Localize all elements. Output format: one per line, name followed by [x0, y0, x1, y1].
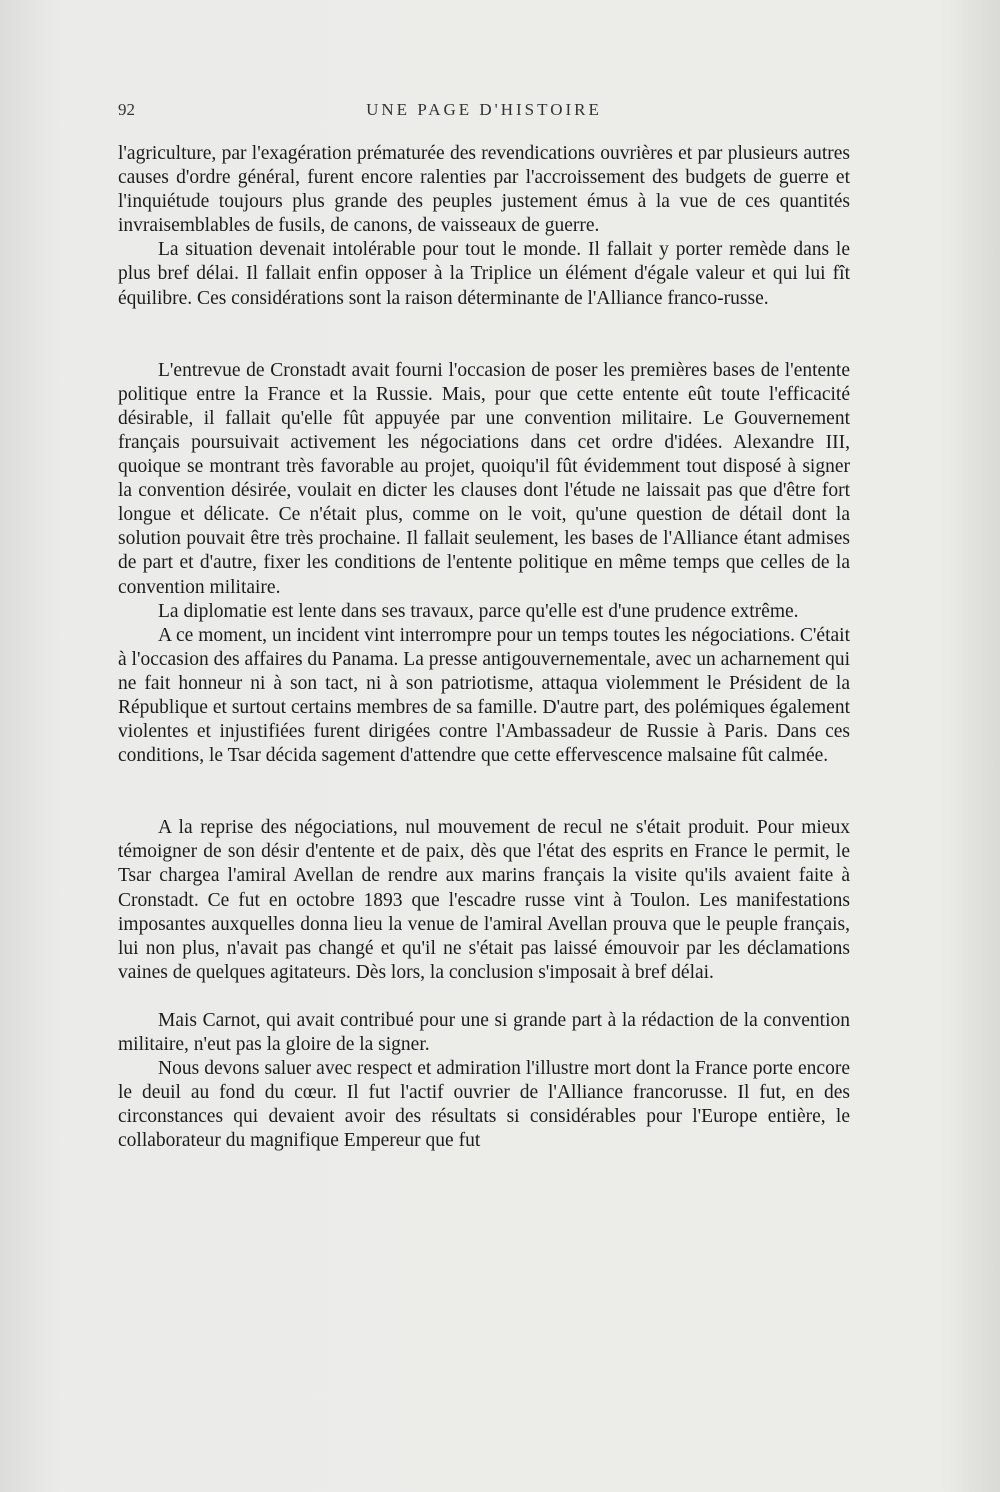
- body-text: [118, 142, 850, 1153]
- page-number: 92: [118, 100, 135, 119]
- section-break: [118, 985, 850, 1009]
- running-title: UNE PAGE D'HISTOIRE: [366, 100, 602, 119]
- paragraph: A la reprise des négociations, nul mouvement de recul ne s'était produit. Pour mieux témoigner de son désir d'entente et de paix, dès que l'état des esprits en France le permit, le Tsar chargea l'amiral Avellan de rendre aux marins français la visite qu'ils avaient faite à Cronstadt. Ce fut en octobre 1893 que l'escadre russe vint à Toulon. Les manifestations imposantes auxquelles donna lieu la venue de l'amiral Avellan prouva que le peuple français, lui non plus, n'avait pas changé et qu'il ne s'était pas laissé émouvoir par les déclamations vaines de quelques agitateurs. Dès lors, la conclusion s'imposait à bref délai.: [118, 817, 850, 983]
- section-break: [118, 311, 850, 359]
- page-header: [118, 100, 850, 130]
- paragraph: L'entrevue de Cronstadt avait fourni l'occasion de poser les premières bases de l'entente politique entre la France et la Russie. Mais, pour que cette entente eût toute l'efficacité désirable, il fallait qu'elle fût appuyée par une convention militaire. Le Gouvernement français poursuivait activement les négociations dans cet ordre d'idées. Alexandre III, quoique se montrant très favorable au projet, quoiqu'il fût évidemment tout disposé à signer la convention désirée, voulait en dicter les clauses dont l'étude ne laissait pas que d'être fort longue et délicate. Ce n'était plus, comme on le voit, qu'une question de détail dont la solution pouvait être très prochaine. Il fallait seulement, les bases de l'Alliance étant admises de part et d'autre, fixer les conditions de l'entente politique en même temps que celles de la convention militaire.: [118, 359, 850, 598]
- paragraph: La diplomatie est lente dans ses travaux, parce qu'elle est d'une prudence extrême.: [158, 600, 799, 622]
- paragraph: A ce moment, un incident vint interrompre pour un temps toutes les négociations. C'était à l'occasion des affaires du Panama. La presse antigouvernementale, avec un acharnement qui ne fait honneur ni à son tact, ni à son patriotisme, attaqua violemment le Président de la République et surtout certains membres de sa famille. D'autre part, des polémiques également violentes et injustifiées furent dirigées contre l'Ambassadeur de Russie à Paris. Dans ces conditions, le Tsar décida sagement d'attendre que cette effervescence malsaine fût calmée.: [118, 624, 850, 767]
- section-break: [118, 768, 850, 816]
- paragraph: Nous devons saluer avec respect et admiration l'illustre mort dont la France porte encore le deuil au fond du cœur. Il fut l'actif ouvrier de l'Alliance francorusse. Il fut, en des circonstances qui devaient avoir des résultats si considérables pour l'Europe entière, le collaborateur du magnifique Empereur que fut: [118, 1058, 850, 1152]
- paragraph: Mais Carnot, qui avait contribué pour une si grande part à la rédaction de la convention militaire, n'eut pas la gloire de la signer.: [118, 1009, 850, 1055]
- paragraph: l'agriculture, par l'exagération prématurée des revendications ouvrières et par plusieurs autres causes d'ordre général, furent encore ralenties par l'accroissement des budgets de guerre et l'inquiétude toujours plus grande des peuples justement émus à la vue de ces quantités invraisemblables de fusils, de canons, de vaisseaux de guerre.: [118, 143, 850, 237]
- paragraph: La situation devenait intolérable pour tout le monde. Il fallait y porter remède dans le plus bref délai. Il fallait enfin opposer à la Triplice un élément d'égale valeur et qui lui fît équilibre. Ces considérations sont la raison déterminante de l'Alliance franco-russe.: [118, 239, 850, 309]
